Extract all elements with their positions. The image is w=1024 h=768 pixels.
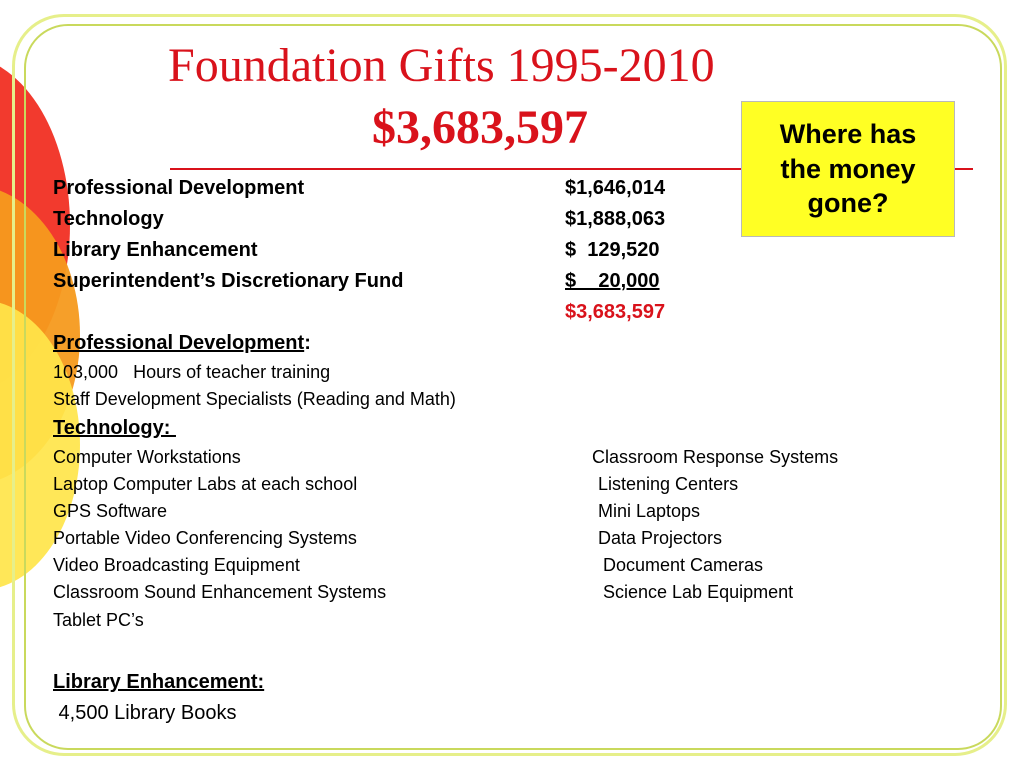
- tech-item-right: Mini Laptops: [598, 501, 701, 521]
- tech-item-right: Science Lab Equipment: [603, 582, 794, 602]
- summary-amount-discretionary-fund: $ 20,000: [565, 270, 660, 292]
- slide-title-total: $3,683,597: [372, 101, 588, 154]
- tech-item-right: Listening Centers: [598, 474, 739, 494]
- summary-amount-library-enhancement: $ 129,520: [565, 239, 660, 261]
- summary-amount-technology: $1,888,063: [565, 208, 666, 230]
- tech-item-right: Data Projectors: [598, 528, 723, 548]
- tech-item-right: Document Cameras: [603, 555, 764, 575]
- tech-item-left: Classroom Sound Enhancement Systems: [53, 582, 387, 602]
- section-heading-technology: Technology:: [53, 417, 176, 439]
- tech-item-left: Tablet PC’s: [53, 610, 144, 630]
- summary-label-discretionary-fund: Superintendent’s Discretionary Fund: [53, 270, 404, 292]
- summary-label-professional-development: Professional Development: [53, 177, 305, 199]
- summary-label-library-enhancement: Library Enhancement: [53, 239, 258, 261]
- section-heading-professional-development: [53, 332, 311, 355]
- summary-amount-professional-development: $1,646,014: [565, 177, 666, 199]
- professional-development-heading-text: Professional Development: [53, 332, 305, 354]
- summary-total: $3,683,597: [565, 301, 666, 323]
- professional-development-heading-colon: :: [304, 332, 311, 354]
- pd-item: 103,000 Hours of teacher training: [53, 362, 331, 382]
- callout-box: Where has the money gone?: [741, 101, 955, 237]
- tech-item-left: Computer Workstations: [53, 447, 241, 467]
- tech-item-left: Video Broadcasting Equipment: [53, 555, 300, 575]
- slide-title: Foundation Gifts 1995-2010: [168, 39, 715, 92]
- section-heading-library-enhancement: Library Enhancement:: [53, 671, 265, 693]
- tech-item-left: Portable Video Conferencing Systems: [53, 528, 357, 548]
- tech-item-left: GPS Software: [53, 501, 168, 521]
- summary-label-technology: Technology: [53, 208, 164, 230]
- pd-item: Staff Development Specialists (Reading and Math): [53, 389, 456, 409]
- tech-item-left: Laptop Computer Labs at each school: [53, 474, 358, 494]
- tech-item-right: Classroom Response Systems: [592, 447, 839, 467]
- library-item: 4,500 Library Books: [53, 702, 237, 724]
